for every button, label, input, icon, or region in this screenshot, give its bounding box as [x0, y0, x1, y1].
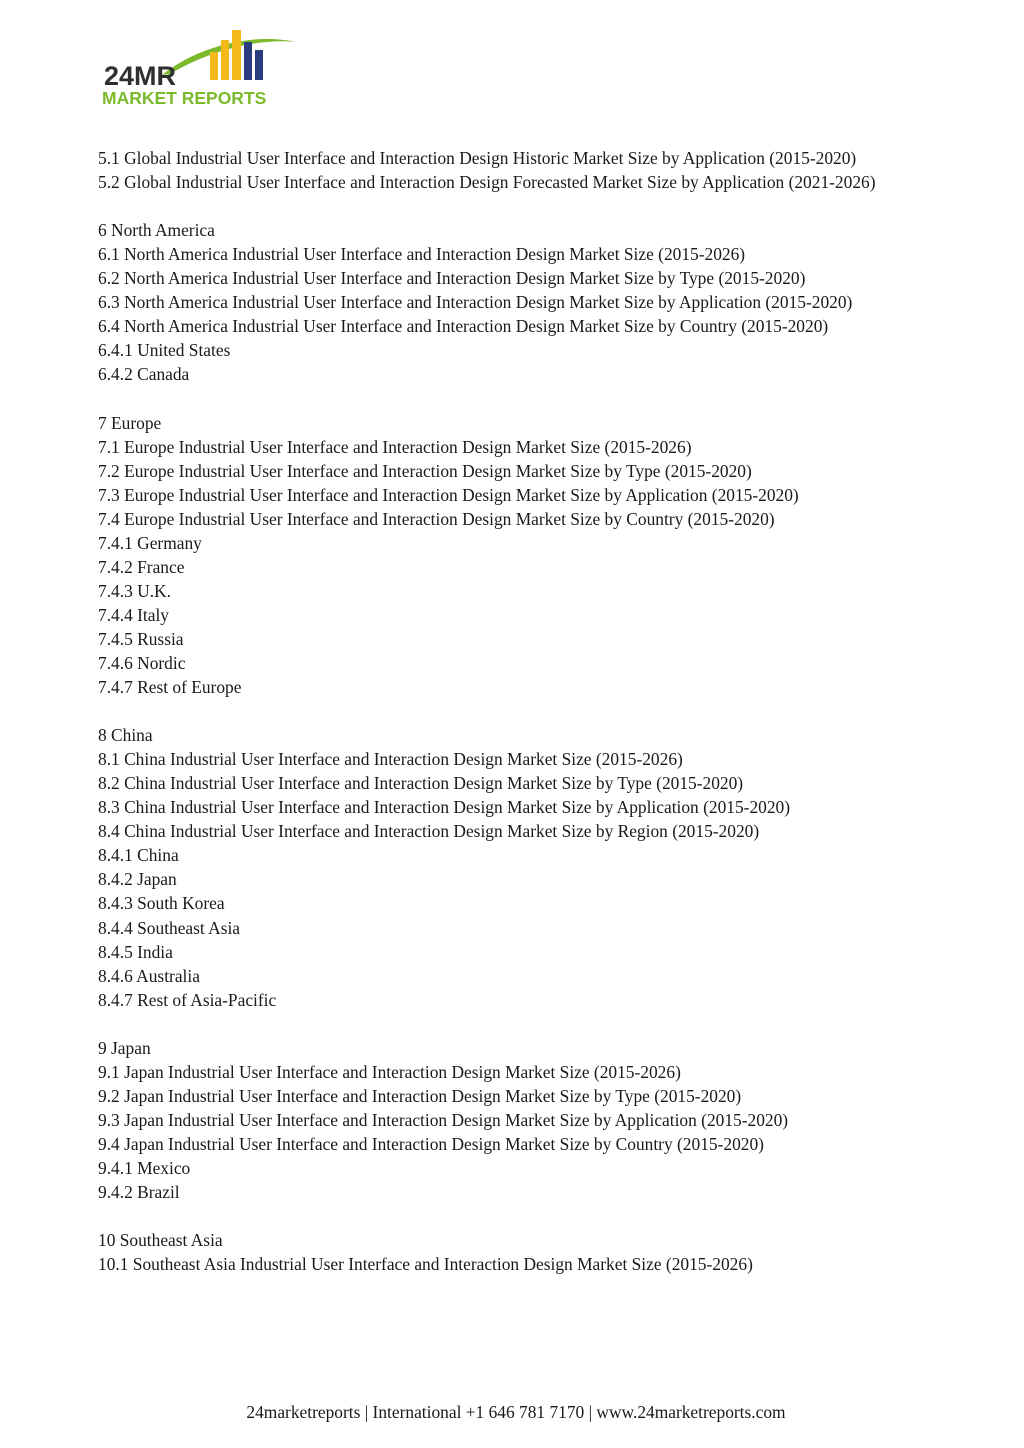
toc-entry: 7.4.2 France	[98, 556, 185, 577]
section-spacer	[98, 1204, 926, 1228]
toc-entry: 7.4.3 U.K.	[98, 580, 171, 601]
toc-entry: 8.4.6 Australia	[98, 965, 200, 986]
toc-entry: 6.1 North America Industrial User Interface and Interaction Design Market Size (2015-2026)	[98, 244, 746, 265]
toc-entry: 6.4 North America Industrial User Interface and Interaction Design Market Size by Country (2015-2020)	[98, 316, 829, 337]
toc-entry: 7.1 Europe Industrial User Interface and Interaction Design Market Size (2015-2026)	[98, 436, 692, 457]
toc-entry: 8.3 China Industrial User Interface and Interaction Design Market Size by Application (2015-2020)	[98, 797, 791, 818]
toc-entry: 8.4.4 Southeast Asia	[98, 917, 241, 938]
logo-bar	[221, 40, 229, 80]
section-spacer	[98, 1012, 926, 1036]
logo-mark-icon	[100, 28, 310, 108]
toc-entry: 7.4 Europe Industrial User Interface and Interaction Design Market Size by Country (2015-2020)	[98, 508, 775, 529]
toc-section-heading: 10 Southeast Asia	[98, 1230, 223, 1251]
toc-entry: 7.4.1 Germany	[98, 532, 202, 553]
company-logo	[100, 28, 310, 108]
page-footer: 24marketreports | International +1 646 781 7170 | www.24marketreports.com	[246, 1402, 786, 1422]
toc-entry: 8.4 China Industrial User Interface and Interaction Design Market Size by Region (2015-2020)	[98, 821, 760, 842]
toc-entry: 5.1 Global Industrial User Interface and Interaction Design Historic Market Size by Application (2015-2020)	[98, 148, 857, 168]
toc-entry: 7.3 Europe Industrial User Interface and Interaction Design Market Size by Application (2015-2020)	[98, 484, 799, 505]
logo-brand-bottom: MARKET REPORTS	[102, 88, 267, 108]
toc-entry: 10.1 Southeast Asia Industrial User Interface and Interaction Design Market Size (2015-2026)	[98, 1254, 753, 1275]
toc-entry: 8.2 China Industrial User Interface and Interaction Design Market Size by Type (2015-2020)	[98, 773, 744, 794]
toc-entry: 8.4.2 Japan	[98, 869, 177, 890]
logo-bar	[244, 42, 252, 80]
toc-entry: 5.2 Global Industrial User Interface and Interaction Design Forecasted Market Size by Application (2021-2026)	[98, 172, 876, 193]
logo-bar	[255, 50, 263, 80]
toc-section-heading: 7 Europe	[98, 412, 162, 433]
logo-bar	[232, 30, 241, 80]
toc-entry: 8.1 China Industrial User Interface and Interaction Design Market Size (2015-2026)	[98, 749, 683, 770]
toc-entry: 9.4 Japan Industrial User Interface and Interaction Design Market Size by Country (2015-2020)	[98, 1133, 764, 1154]
toc-section-heading: 6 North America	[98, 220, 215, 241]
toc-entry: 6.3 North America Industrial User Interface and Interaction Design Market Size by Application (2015-2020)	[98, 292, 853, 313]
toc-entry: 6.4.2 Canada	[98, 364, 190, 385]
toc-entry: 7.4.6 Nordic	[98, 652, 186, 673]
toc-entry: 7.4.7 Rest of Europe	[98, 677, 242, 698]
toc-entry: 8.4.7 Rest of Asia-Pacific	[98, 989, 277, 1010]
logo-brand-top: 24MR	[104, 61, 177, 91]
toc-section-heading: 9 Japan	[98, 1037, 151, 1058]
section-spacer	[98, 386, 926, 410]
section-spacer	[98, 699, 926, 723]
toc-entry: 8.4.5 India	[98, 941, 173, 962]
toc-entry: 7.4.4 Italy	[98, 604, 169, 625]
toc-entry: 9.3 Japan Industrial User Interface and Interaction Design Market Size by Application (2015-2020)	[98, 1109, 789, 1130]
toc-entry: 9.4.1 Mexico	[98, 1157, 191, 1178]
toc-entry: 9.2 Japan Industrial User Interface and Interaction Design Market Size by Type (2015-2020)	[98, 1085, 742, 1106]
section-spacer	[98, 194, 926, 218]
toc-entry: 9.4.2 Brazil	[98, 1182, 180, 1203]
toc-section-heading: 8 China	[98, 725, 153, 746]
toc-entry: 7.2 Europe Industrial User Interface and Interaction Design Market Size by Type (2015-2020)	[98, 460, 752, 481]
toc-entry: 7.4.5 Russia	[98, 628, 184, 649]
table-of-contents	[98, 146, 926, 1276]
toc-entry: 8.4.3 South Korea	[98, 893, 225, 914]
toc-entry: 6.2 North America Industrial User Interface and Interaction Design Market Size by Type (2015-2020)	[98, 268, 806, 289]
logo-bar	[210, 52, 218, 80]
toc-entry: 6.4.1 United States	[98, 340, 231, 361]
toc-entry: 8.4.1 China	[98, 845, 179, 866]
toc-entry: 9.1 Japan Industrial User Interface and Interaction Design Market Size (2015-2026)	[98, 1061, 681, 1082]
